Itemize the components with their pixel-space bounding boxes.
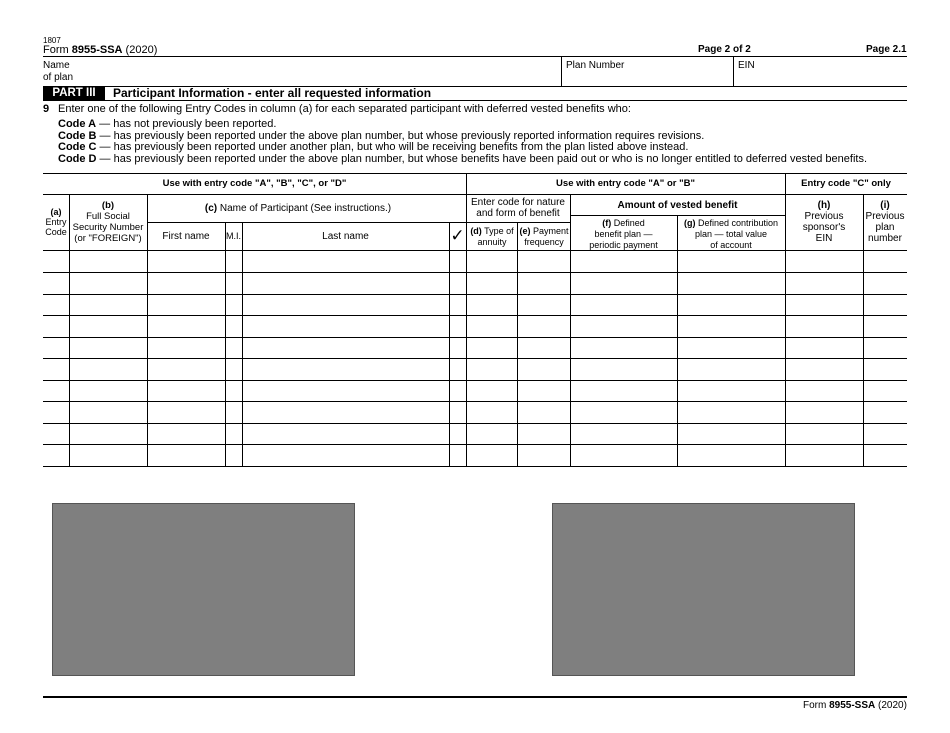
table-row[interactable] [43,423,907,424]
code-a-label: Code A [58,118,97,130]
col-g-line1: Defined contribution [695,218,779,228]
group-header-c: Entry code "C" only [801,178,891,189]
col-f-line2: benefit plan — [594,229,653,239]
plan-name-label-line1: Name [43,60,70,71]
col-g-line3: of account [710,240,752,250]
table-row[interactable] [43,315,907,316]
code-a-line [58,118,276,130]
part-badge: PART III [43,87,105,100]
nature-line2: and form of benefit [476,208,560,219]
col-divider-first-mi [225,222,226,467]
code-d-text: — has previously been reported under the above plan number, but whose benefits have been paid out or who is no longer entitled to deferred vested benefits. [96,153,868,165]
group-header-abcd: Use with entry code "A", "B", "C", or "D" [162,178,347,189]
col-h-line3: EIN [815,233,833,244]
table-row[interactable] [43,466,907,467]
plan-name-label [43,60,73,84]
code-c-text: — has previously been reported under another plan, but who will be receiving benefits from the plan listed above instead. [96,141,689,153]
table-group-rule [43,194,907,195]
col-b-letter: (b) [101,200,115,211]
table-row[interactable] [43,401,907,402]
col-divider-d-e [517,222,518,467]
table-top-rule [43,173,907,174]
group-header-ab: Use with entry code "A" or "B" [556,178,695,189]
col-a-header [43,207,69,237]
col-h-header [785,200,863,244]
col-divider-mi-last [242,222,243,467]
form-year: (2020) [122,44,158,56]
table-row[interactable] [43,272,907,273]
col-h-letter: (h) [817,200,831,211]
table-row[interactable] [43,294,907,295]
col-a-line2: Code [45,227,67,237]
ein-label: EIN [738,60,755,71]
code-b-text: — has previously been reported under the above plan number, but whose previously reported information requires revisions. [96,130,705,142]
col-c-text: Name of Participant (See instructions.) [217,203,392,214]
col-i-line3: number [868,233,902,244]
page-of: Page 2 of 2 [698,44,751,55]
redacted-image-right [552,503,855,676]
first-name-header: First name [162,231,210,242]
form-prefix: Form [43,44,72,56]
table-row[interactable] [43,337,907,338]
table-row[interactable] [43,444,907,445]
footer-form-name: 8955-SSA [829,700,876,711]
col-f-line3: periodic payment [589,240,658,250]
col-a-letter: (a) [50,207,62,217]
col-h-line1: Previous [804,211,844,222]
form-title [43,44,157,56]
col-e-line1: Payment [530,226,569,236]
col-b-line3: (or "FOREIGN") [74,233,142,244]
col-g-header [677,218,785,251]
col-i-line2: plan [875,222,895,233]
plan-name-label-line2: of plan [43,72,74,83]
col-d-header [466,226,518,248]
col-b-line1: Full Social [86,211,130,222]
mi-header: M.I. [226,231,241,241]
col-divider-last-check [449,222,450,467]
footer-form-title [803,700,907,711]
code-a-text: — has not previously been reported. [96,118,277,130]
omb-code: 1807 [43,36,61,45]
code-d-label: Code D [58,153,97,165]
header-rule [43,56,907,57]
col-divider-f-g [677,215,678,467]
col-e-header [518,226,570,248]
part-title: Participant Information - enter all requested information [113,86,432,100]
footer-form-prefix: Form [803,700,830,711]
plan-row-divider-1 [561,56,562,86]
plan-row-divider-2 [733,56,734,86]
col-i-line1: Previous [865,211,905,222]
code-c-label: Code C [58,141,97,153]
col-d-line1: Type of [481,226,514,236]
code-d-line [58,153,867,165]
col-f-letter: (f) [602,218,612,228]
instruction-intro: Enter one of the following Entry Codes in column (a) for each separated participant with deferred vested benefits who: [58,103,631,115]
amount-header: Amount of vested benefit [617,200,738,211]
col-b-header [69,200,147,244]
code-b-label: Code B [58,130,97,142]
table-subheader-rule-c [147,222,466,223]
col-a-line1: Entry [45,217,67,227]
col-c-header [147,203,449,214]
col-h-line2: sponsor's [802,222,846,233]
footer-form-year: (2020) [875,700,907,711]
col-i-letter: (i) [880,200,890,211]
col-d-line2: annuity [477,237,507,247]
footer-rule [43,696,907,698]
col-d-letter: (d) [470,226,482,236]
col-g-line2: plan — total value [694,229,768,239]
code-c-line [58,141,688,153]
col-f-header [570,218,677,251]
table-subheader-rule-de [466,222,570,223]
item-number: 9 [43,103,50,115]
table-row[interactable] [43,358,907,359]
part-rule [43,100,907,101]
check-icon: ✓ [450,226,465,245]
plan-number-label: Plan Number [566,60,625,71]
nature-line1: Enter code for nature [471,197,565,208]
page-id: Page 2.1 [866,44,907,55]
col-f-line1: Defined [611,218,645,228]
redacted-image-left [52,503,355,676]
col-c-letter: (c) [204,203,218,214]
nature-header [466,197,570,219]
last-name-header: Last name [322,231,369,242]
table-row[interactable] [43,380,907,381]
form-name: 8955-SSA [71,44,123,56]
col-e-letter: (e) [519,226,531,236]
col-e-line2: frequency [524,237,564,247]
col-b-line2: Security Number [72,222,144,233]
col-i-header [863,200,907,244]
col-g-letter: (g) [683,218,696,228]
